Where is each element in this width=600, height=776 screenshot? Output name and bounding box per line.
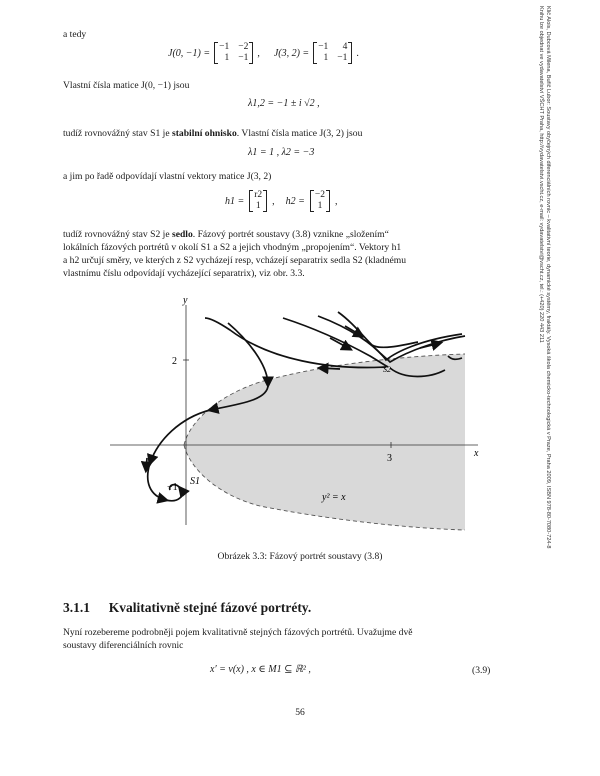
equation-number: (3.9) — [472, 665, 491, 676]
matrix-j2-cell: 1 — [323, 53, 329, 63]
vector-h2-cell: 1 — [317, 201, 323, 211]
matrix-j1-cell: 1 — [224, 53, 230, 63]
section-heading — [63, 600, 311, 616]
section-title: Kvalitativně stejné fázové portréty. — [108, 600, 312, 615]
trajectory-arrow-2 — [320, 368, 340, 369]
paragraph-line: vlastnímu číslu odpovídají vycházející separatrix), viz obr. 3.3. — [63, 268, 305, 279]
trajectory-arrow-1 — [146, 458, 147, 470]
vector-h1-cell: r2 — [254, 190, 263, 200]
paragraph-line: soustavy diferenciálních rovnic — [63, 640, 184, 651]
vector-equation-tail: , — [335, 195, 338, 207]
matrix-j2-cell: 4 — [342, 42, 348, 52]
equation-system: x′ = v(x) , x ∈ M1 ⊆ ℝ² , — [210, 664, 311, 675]
parabola-region — [184, 354, 465, 530]
vector-h1-cell: 1 — [255, 201, 261, 211]
equation-lambda12: λ1,2 = −1 ± i √2 , — [248, 98, 320, 109]
paragraph-text: . Vlastní čísla matice J(3, 2) jsou — [236, 128, 363, 139]
paragraph-eigenvectors: a jim po řadě odpovídají vlastní vektory matice J(3, 2) — [63, 171, 272, 182]
tick-y-neg1-label: −1 — [167, 482, 178, 493]
axis-x-label: x — [474, 448, 479, 459]
paragraph-text: tudíž rovnovážný stav S1 je — [63, 128, 172, 139]
label-s2: S2 — [383, 365, 391, 374]
eigen-paragraph-1: Vlastní čísla matice J(0, −1) jsou — [63, 80, 190, 91]
label-s1: S1 — [190, 476, 200, 487]
paragraph-line: a h2 určují směry, ve kterých z S2 vycházejí resp, vcházejí separatrix sedla S2 (kladnému — [63, 255, 407, 266]
term-stable-focus: stabilní ohnisko — [171, 128, 237, 139]
axis-y-label: y — [183, 295, 188, 306]
matrix-j2-cell: −1 — [337, 53, 348, 63]
equation-lambda: λ1 = 1 , λ2 = −3 — [248, 147, 315, 158]
matrix-j1-cell: −1 — [238, 53, 249, 63]
vector-h1-lhs: h1 = — [225, 195, 245, 207]
paragraph-line: Nyní rozebereme podrobněji pojem kvalitativně stejných fázových portrétů. Uvažujme dvě — [63, 627, 413, 638]
jacobian-lhs1: J(0, −1) = — [168, 47, 211, 59]
paragraph-qualitative — [63, 626, 503, 652]
intro-text: a tedy — [63, 29, 87, 40]
vector-h2-cell: −2 — [314, 190, 326, 200]
paragraph-text: tudíž rovnovážný stav S2 je — [63, 229, 172, 240]
eigenvector-equation: h1 = r2 1 , h2 = −2 1 , — [225, 190, 338, 211]
trajectory-top-2 — [318, 316, 462, 360]
matrix-j1-cell: −1 — [219, 42, 230, 52]
figure-caption: Obrázek 3.3: Fázový portrét soustavy (3.8) — [217, 551, 383, 562]
page-number: 56 — [295, 707, 305, 718]
sidebar-citation-line1: Klič Alois, Dubcová Milena, Buřič Lubor: Soustavy obyčejných diferenciálních rovnic – kvalitativní teorie, dynamické systémy, fraktály. Vysoká škola chemicko-technologická v Praze, Praha 2009, ISBN 978-80-7080-724-8 — [545, 6, 551, 549]
matrix-j1-cell: −2 — [238, 42, 249, 52]
paragraph-text: . Fázový portrét soustavy (3.8) vznikne „složením“ — [192, 229, 389, 240]
section-number: 3.1.1 — [63, 600, 90, 615]
sidebar-citation-line2: Knihu lze objednat ve vydavatelství VŠCHT Praha, http://vydavatelstvi.vscht.cz, e-mail: vydavatelstvi@vscht.cz, tel.: (+420) 220 443 211 — [538, 6, 544, 343]
matrix-j2-cell: −1 — [318, 42, 329, 52]
vector-h2-lhs: h2 = — [285, 195, 305, 207]
jacobian-lhs2: J(3, 2) = — [273, 47, 310, 59]
jacobian-equation: J(0, −1) = −1 −2 1 −1 , J(3, 2) = −1 4 1 −1 . — [168, 42, 359, 63]
paragraph-line: lokálních fázových portrétů v okolí S1 a S2 a jejich vhodným „propojením“. Vektory h1 — [63, 242, 402, 253]
term-saddle: sedlo — [171, 229, 193, 240]
tick-x-3-label: 3 — [387, 453, 392, 464]
tick-y-2-label: 2 — [172, 356, 177, 367]
parabola-label: y² = x — [322, 492, 346, 503]
trajectory-separatrix-left — [205, 318, 386, 368]
